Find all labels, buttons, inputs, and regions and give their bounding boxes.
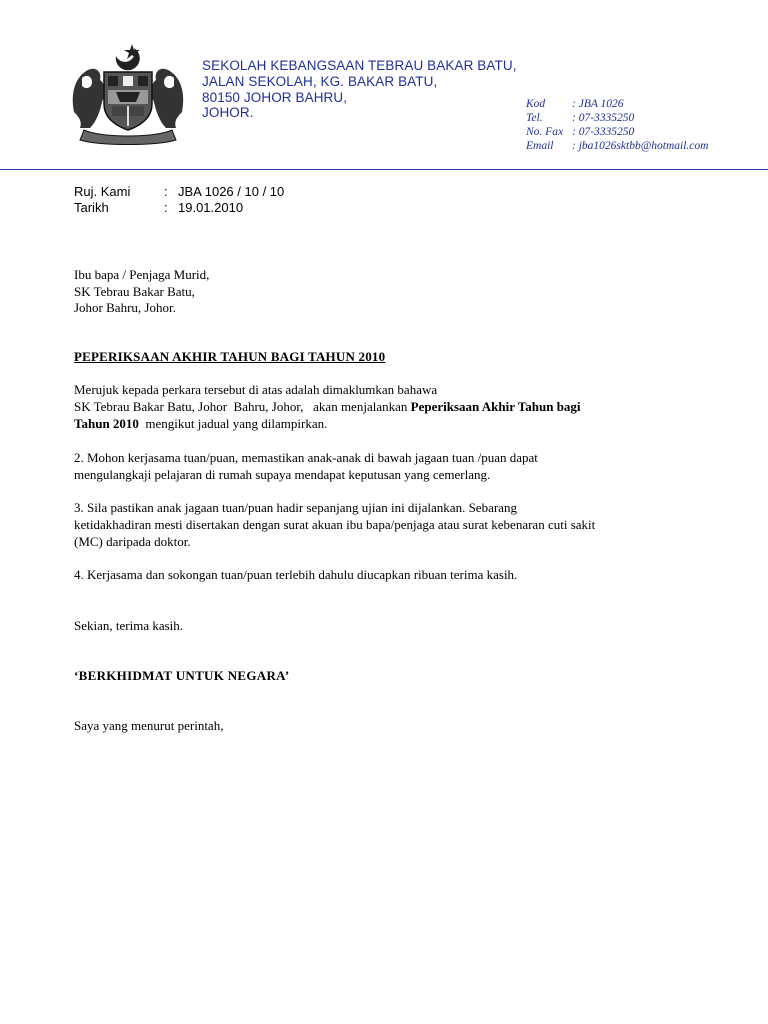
tarikh-colon: : (164, 200, 168, 215)
recipient-line: Johor Bahru, Johor. (74, 300, 176, 315)
kod-value: : JBA 1026 (572, 97, 624, 111)
malaysia-coat-of-arms-icon (66, 42, 190, 146)
paragraph-1-line (74, 416, 327, 432)
recipient-line: Ibu bapa / Penjaga Murid, (74, 267, 210, 282)
paragraph-1-bold: Peperiksaan Akhir Tahun bagi (410, 399, 581, 414)
paragraph-4-line: 4. Kerjasama dan sokongan tuan/puan terlebih dahulu diucapkan ribuan terima kasih. (74, 567, 518, 582)
paragraph-1-line (74, 399, 581, 415)
signoff-line: Saya yang menurut perintah, (74, 718, 224, 733)
paragraph-1-bold: Tahun 2010 (74, 416, 139, 431)
tarikh-label: Tarikh (74, 200, 109, 215)
closing-line: Sekian, terima kasih. (74, 618, 184, 633)
paragraph-3-line: (MC) daripada doktor. (74, 534, 191, 549)
fax-label: No. Fax (526, 126, 564, 138)
email-label: Email (526, 140, 554, 152)
paragraph-1-text: mengikut jadual yang dilampirkan. (138, 416, 328, 431)
ruj-kami-label: Ruj. Kami (74, 184, 131, 199)
paragraph-2-line: mengulangkaji pelajaran di rumah supaya mendapat keputusan yang cemerlang. (74, 467, 491, 482)
fax-value: : 07-3335250 (572, 125, 634, 139)
email-value: : jba1026sktbb@hotmail.com (572, 139, 708, 153)
paragraph-2-line: 2. Mohon kerjasama tuan/puan, memastikan anak-anak di bawah jagaan tuan /puan dapat (74, 450, 538, 465)
tarikh-value: 19.01.2010 (178, 200, 244, 215)
paragraph-3-line: ketidakhadiran mesti disertakan dengan surat akuan ibu bapa/penjaga atau surat kebenaran cuti sakit (74, 517, 596, 532)
tel-label: Tel. (526, 112, 543, 124)
letter-subject: PEPERIKSAAN AKHIR TAHUN BAGI TAHUN 2010 (74, 349, 386, 364)
tel-value: : 07-3335250 (572, 111, 634, 125)
paragraph-1-text: SK Tebrau Bakar Batu, Johor Bahru, Johor, akan menjalankan (74, 399, 411, 414)
ruj-kami-value: JBA 1026 / 10 / 10 (178, 184, 285, 199)
paragraph-1-line: Merujuk kepada perkara tersebut di atas adalah dimaklumkan bahawa (74, 382, 438, 397)
school-address-line: JALAN SEKOLAH, KG. BAKAR BATU, (202, 74, 438, 89)
school-state-line: JOHOR. (202, 105, 254, 120)
motto: ‘BERKHIDMAT UNTUK NEGARA’ (74, 668, 290, 683)
recipient-line: SK Tebrau Bakar Batu, (74, 284, 195, 299)
kod-label: Kod (526, 98, 546, 110)
ruj-kami-colon: : (164, 184, 168, 199)
paragraph-3-line: 3. Sila pastikan anak jagaan tuan/puan hadir sepanjang ujian ini dijalankan. Sebarang (74, 500, 517, 515)
header-divider (0, 169, 768, 170)
school-name-line: SEKOLAH KEBANGSAAN TEBRAU BAKAR BATU, (202, 58, 517, 73)
school-postcode-line: 80150 JOHOR BAHRU, (202, 90, 348, 105)
